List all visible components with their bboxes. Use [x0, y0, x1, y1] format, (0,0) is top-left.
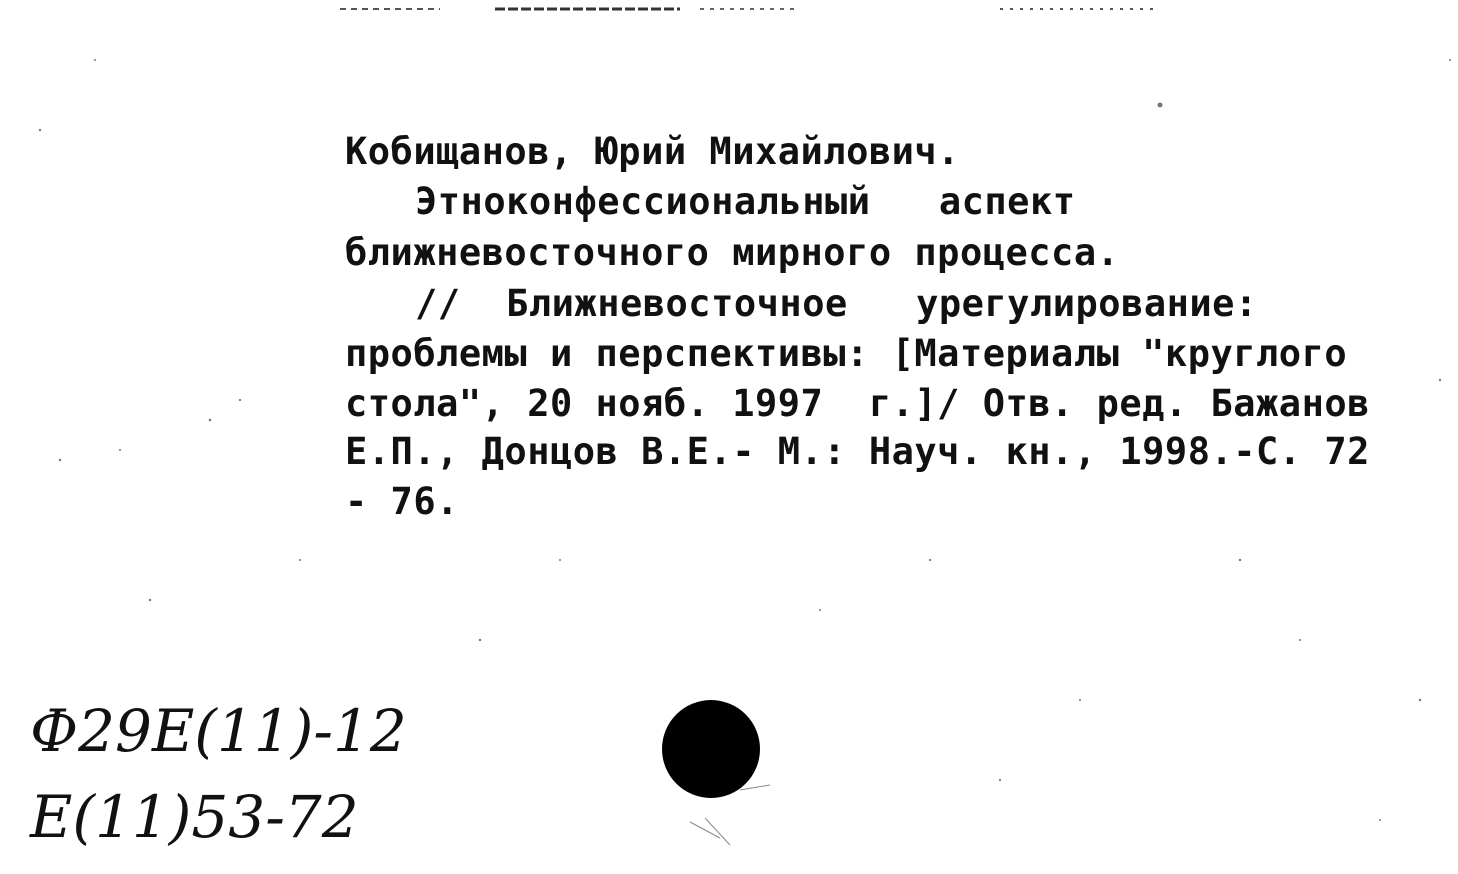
card-line-source-1: // Ближневосточное урегулирование:	[415, 282, 1258, 325]
card-line-pages: - 76.	[345, 480, 459, 523]
punch-hole	[662, 700, 760, 798]
card-line-source-3: стола", 20 нояб. 1997 г.]/ Отв. ред. Бажанов	[345, 382, 1370, 425]
card-line-title-1: Этноконфессиональный аспект	[415, 180, 1076, 223]
shelfmark-handwritten-2: Е(11)53-72	[30, 783, 359, 851]
card-line-author: Кобищанов, Юрий Михайлович.	[345, 130, 960, 173]
card-line-imprint: Е.П., Донцов В.Е.- М.: Науч. кн., 1998.-С. 72	[345, 430, 1370, 473]
card-line-source-2: проблемы и перспективы: [Материалы "круглого	[345, 332, 1348, 375]
card-line-title-2: ближневосточного мирного процесса.	[345, 231, 1120, 274]
shelfmark-handwritten-1: Ф29Е(11)-12	[30, 697, 407, 765]
